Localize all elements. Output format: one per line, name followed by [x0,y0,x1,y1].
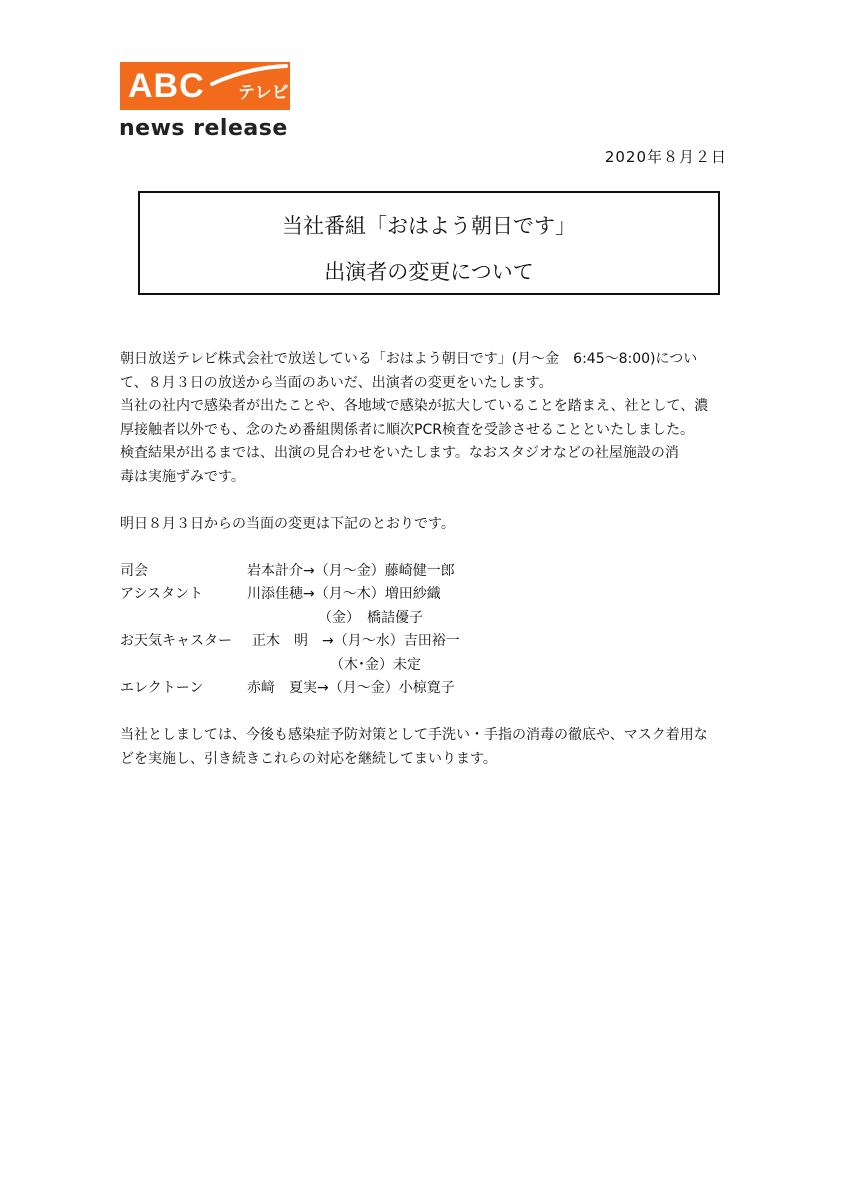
paragraph-line: 当社の社内で感染者が出たことや、各地域で感染が拡大していることを踏まえ、社として、濃 [120,398,709,414]
cast-change: 川添佳穂→（月～木）増田紗織 [247,586,441,602]
cast-role: お天気キャスター [120,633,232,649]
cast-change: （木･金）未定 [330,656,421,673]
title-box [138,191,720,295]
cast-change: （金） 橋詰優子 [318,609,423,626]
paragraph-line: 検査結果が出るまでは、出演の見合わせをいたします。なおスタジオなどの社屋施設の消 [120,445,679,461]
logo-brand: ABC [128,67,205,105]
paragraph-line: 毒は実施ずみです。 [120,468,245,485]
cast-role: アシスタント [120,586,204,602]
cast-change-list [120,560,740,701]
release-body [120,348,740,771]
release-date: 2020年８月２日 [604,148,727,166]
closing-line: どを実施し、引き続きこれらの対応を継続してまいります。 [120,750,497,767]
cast-role: 司会 [120,562,148,579]
abc-tv-logo [120,62,290,110]
closing-line: 当社としましては、今後も感染症予防対策として手洗い・手指の消毒の徹底や、マスク着用な [120,727,708,743]
cast-change: 赤﨑 夏実→（月～金）小椋寛子 [247,680,455,696]
cast-change: 正木 明 →（月～水）吉田裕一 [252,633,460,649]
title-line-2: 出演者の変更について [324,260,534,284]
news-release-label: news release [119,116,288,141]
paragraph-line: て、８月３日の放送から当面のあいだ、出演者の変更をいたします。 [120,374,553,391]
logo-suffix: テレビ [238,83,289,103]
paragraph-line: 厚接触者以外でも、念のため番組関係者に順次PCR検査を受診させることといたしました。 [120,421,694,438]
title-line-1: 当社番組「おはよう朝日です」 [282,214,576,238]
change-intro: 明日８月３日からの当面の変更は下記のとおりです。 [120,515,455,532]
cast-change: 岩本計介→（月～金）藤崎健一郎 [247,562,455,579]
paragraph-line: 朝日放送テレビ株式会社で放送している「おはよう朝日です」(月～金 6:45～8:00)につい [120,351,698,367]
cast-role: エレクトーン [120,680,204,696]
